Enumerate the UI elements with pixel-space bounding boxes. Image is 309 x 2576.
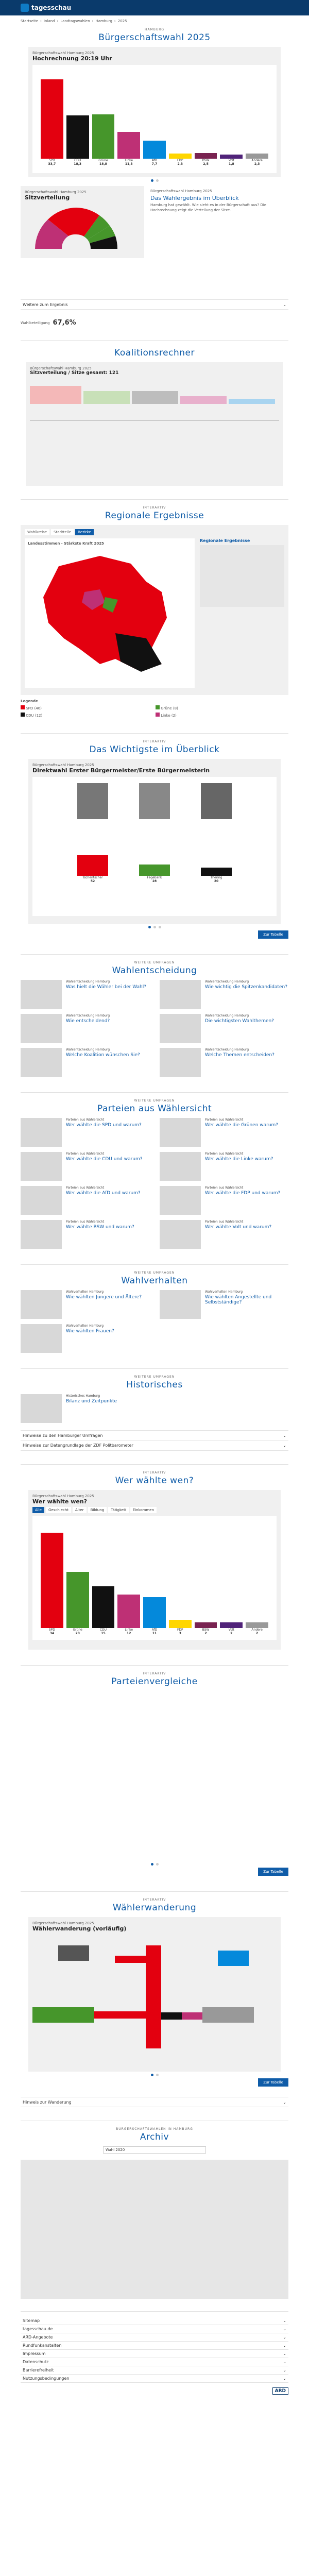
chart-bar xyxy=(220,1622,243,1628)
chart-bar xyxy=(246,154,268,159)
teaser-image[interactable] xyxy=(21,1152,62,1181)
footer-link-label: tagesschau.de xyxy=(23,2327,53,2331)
footer-link[interactable] xyxy=(21,2325,288,2333)
coalition-bars[interactable] xyxy=(30,381,277,412)
bar-value: 2,5 xyxy=(203,162,209,166)
candidate-photo xyxy=(77,783,108,819)
turnout: Wahlbeteiligung 67,6% xyxy=(21,319,76,327)
footer-link-label: ARD-Angebote xyxy=(23,2335,53,2340)
teaser-title[interactable]: Welche Koalition wünschen Sie? xyxy=(66,1053,140,1058)
teaser-image[interactable] xyxy=(160,1152,201,1181)
overview-card: Bürgerschaftswahl Hamburg 2025 Direktwahl Erster Bürgermeister/Erste Bürgermeisterin Tschentscher 52 Fegebank 28 Thering 20 xyxy=(28,759,281,924)
teaser-title[interactable]: Bilanz und Zeitpunkte xyxy=(66,1399,117,1404)
bar-column xyxy=(92,1586,115,1635)
teaser-title[interactable]: Wie wählten Frauen? xyxy=(66,1329,114,1334)
teaser-image[interactable] xyxy=(160,1186,201,1215)
teaser-kicker: Parteien aus Wählersicht xyxy=(205,1152,244,1156)
teaser-item[interactable] xyxy=(160,1186,288,1215)
carousel-dots[interactable] xyxy=(21,179,288,182)
bar-label: FDP xyxy=(177,1628,183,1632)
bar-value: 3 xyxy=(179,1632,181,1635)
teaser-image[interactable] xyxy=(21,1290,62,1319)
teaser-item[interactable] xyxy=(160,1048,288,1077)
teaser-title[interactable]: Welche Themen entscheiden? xyxy=(205,1053,274,1058)
teaser-title[interactable]: Wie wählten Angestellte und Selbstständige? xyxy=(205,1295,272,1305)
bar-column xyxy=(246,1622,268,1635)
teaser-item[interactable] xyxy=(21,1118,149,1147)
site-logo[interactable]: tagesschau xyxy=(21,4,71,12)
teaser-kicker: Wahlentscheidung Hamburg xyxy=(66,1014,110,1018)
teaser-item[interactable] xyxy=(160,1152,288,1181)
teaser-title[interactable]: Wie wählten Jüngere und Ältere? xyxy=(66,1295,142,1300)
archive-content xyxy=(21,2160,288,2299)
teaser-image[interactable] xyxy=(160,980,201,1009)
archive-section: BÜRGERSCHAFTSWAHLEN IN HAMBURG Archiv Wahl 2020 xyxy=(21,2121,288,2299)
teaser-kicker: Wahlentscheidung Hamburg xyxy=(66,1048,110,1052)
chart-bar xyxy=(92,114,115,159)
teaser-image[interactable] xyxy=(21,1324,62,1353)
bar-value: 2 xyxy=(204,1632,207,1635)
footer-link-label: Datenschutz xyxy=(23,2360,49,2364)
whovoted-section: INTERAKTIV Wer wählte wen? Bürgerschaftswahl Hamburg 2025 Wer wählte wen? Alle Geschlecht Alter Bildung Tätigkeit Einkommen SPD 34 Grüne 20 CDU 15 Linke 12 AfD 11 FDP 3 BSW 2 Volt 2 Andere 2 xyxy=(21,1464,288,1650)
breadcrumb-item[interactable]: Landtagswahlen xyxy=(60,19,90,23)
teaser-item[interactable] xyxy=(21,1152,149,1181)
bar-column xyxy=(195,153,217,166)
teaser-image[interactable] xyxy=(21,980,62,1009)
teaser-image[interactable] xyxy=(21,1048,62,1077)
teaser-kicker: Wahlentscheidung Hamburg xyxy=(205,1048,249,1052)
bar-value: 33,7 xyxy=(48,162,56,166)
teaser-title[interactable]: Was hielt die Wähler bei der Wahl? xyxy=(66,985,147,990)
teaser-title[interactable]: Wer wählte die CDU und warum? xyxy=(66,1157,143,1162)
chevron-down-icon: ⌄ xyxy=(283,1443,286,1448)
bar-value: 12 xyxy=(127,1632,131,1635)
footer-link[interactable] xyxy=(21,2342,288,2350)
breadcrumb-item[interactable]: Startseite xyxy=(21,19,39,23)
tab-2[interactable]: Alter xyxy=(73,1507,87,1513)
bar-column xyxy=(66,1572,89,1635)
coalition-section: Koalitionsrechner Bürgerschaftswahl Hamburg 2025 Sitzverteilung / Sitze gesamt: 121 xyxy=(21,340,288,486)
overview-section: INTERAKTIV Das Wichtigste im Überblick Bürgerschaftswahl Hamburg 2025 Direktwahl Erster Bürgermeister/Erste Bürgermeisterin Tschentscher 52 Fegebank 28 Thering 20 Zur Tabelle xyxy=(21,733,288,939)
migration-chart[interactable] xyxy=(32,1935,274,2059)
archive-select[interactable]: Wahl 2020 xyxy=(103,2146,206,2154)
to-table-button[interactable]: Zur Tabelle xyxy=(258,930,288,939)
teaser-title[interactable]: Wer wählte die Grünen warum? xyxy=(205,1123,279,1128)
bar-value: 2,3 xyxy=(254,162,260,166)
tab-stadtteile[interactable]: Stadtteile xyxy=(51,529,74,535)
bar-label: BSW xyxy=(202,1628,210,1632)
teaser-image[interactable] xyxy=(160,1290,201,1319)
breadcrumb-item[interactable]: Hamburg xyxy=(95,19,112,23)
chart-bar xyxy=(143,1597,166,1628)
bar-label: CDU xyxy=(74,159,81,162)
footer-link[interactable] xyxy=(21,2350,288,2358)
footer-link[interactable] xyxy=(21,2366,288,2375)
chart-bar xyxy=(66,115,89,159)
bar-value: 7,7 xyxy=(151,162,158,166)
tab-5[interactable]: Einkommen xyxy=(130,1507,157,1513)
bar-value: 2 xyxy=(230,1632,233,1635)
bar-label: Grüne xyxy=(98,159,108,162)
teaser-image[interactable] xyxy=(21,1118,62,1147)
tab-3[interactable]: Bildung xyxy=(88,1507,107,1513)
bar-column xyxy=(220,1622,243,1635)
teaser-image[interactable] xyxy=(21,1220,62,1249)
teaser-image[interactable] xyxy=(21,1014,62,1043)
footer-link-label: Rundfunkanstalten xyxy=(23,2343,62,2348)
teaser-kicker: Parteien aus Wählersicht xyxy=(66,1118,105,1122)
breadcrumb: Startseite › Inland › Landtagswahlen › Hamburg › 2025 xyxy=(21,19,127,23)
candidate-photo xyxy=(201,783,232,819)
footer-link[interactable] xyxy=(21,2317,288,2325)
bar-value: 15 xyxy=(101,1632,106,1635)
bar-value: 18,3 xyxy=(74,162,82,166)
teaser-item[interactable] xyxy=(160,1014,288,1043)
teaser-item[interactable] xyxy=(160,1220,288,1249)
chevron-down-icon: ⌄ xyxy=(283,2360,286,2364)
bar-value: 11,3 xyxy=(125,162,133,166)
chart-bar xyxy=(169,1620,192,1628)
footer-link-label: Barrierefreiheit xyxy=(23,2368,54,2372)
ard-logo: ARD xyxy=(272,2387,288,2395)
footer-link-label: Nutzungsbedingungen xyxy=(23,2376,70,2381)
bar-label: CDU xyxy=(99,1628,107,1632)
bar-label: SPD xyxy=(48,1628,55,1632)
bar-value: 34 xyxy=(49,1632,55,1635)
teaser-title[interactable]: Die wichtigsten Wahlthemen? xyxy=(205,1019,274,1024)
footer-link[interactable] xyxy=(21,2375,288,2383)
results-heading: Bürgerschaftswahl 2025 xyxy=(98,32,211,43)
footer-link[interactable] xyxy=(21,2358,288,2366)
regional-card: Wahlkreise Stadtteile Bezirke Landesstimmen - Stärkste Kraft 2025 Regionale Ergebnisse xyxy=(21,525,288,695)
migration-section: INTERAKTIV Wählerwanderung Bürgerschaftswahl Hamburg 2025 Wählerwanderung (vorläufig) Zur Tabelle Hinweis zur Wanderung ⌄ xyxy=(21,1891,288,2107)
bar-value: 11 xyxy=(152,1632,157,1635)
bar-label: Volt xyxy=(228,159,235,162)
bar-value: 1,8 xyxy=(229,162,234,166)
bar-value: 2 xyxy=(256,1632,259,1635)
bar-value: 2,3 xyxy=(177,162,183,166)
to-table-button[interactable]: Zur Tabelle xyxy=(258,2078,288,2087)
teaser-item[interactable] xyxy=(160,1290,288,1319)
bar-column xyxy=(92,114,115,166)
site-header xyxy=(0,0,309,15)
teaser-kicker: Parteien aus Wählersicht xyxy=(205,1220,244,1224)
teaser-title[interactable]: Wer wählte die AfD und warum? xyxy=(66,1191,141,1196)
behavior-section: WEITERE UMFRAGEN Wahlverhalten Wahlverhalten Hamburg Wie wählten Jüngere und Ältere? Wahlverhalten Hamburg Wie wählten Angestellte und Selbstständige? Wahlverhalten Hamburg Wie wählten Frauen? xyxy=(21,1264,288,1353)
teaser-item[interactable] xyxy=(21,1290,149,1319)
teaser-item[interactable] xyxy=(21,980,149,1009)
bar-label: Grüne xyxy=(73,1628,82,1632)
chart-bar xyxy=(246,1622,268,1628)
chevron-down-icon: ⌄ xyxy=(283,2099,286,2105)
bar-column xyxy=(143,141,166,166)
chart-bar xyxy=(195,153,217,159)
teaser-title[interactable]: Wer wählte die Linke warum? xyxy=(205,1157,273,1162)
teaser-kicker: Parteien aus Wählersicht xyxy=(66,1152,105,1156)
teaser-image[interactable] xyxy=(160,1048,201,1077)
teaser-image[interactable] xyxy=(21,1186,62,1215)
chevron-down-icon: ⌄ xyxy=(283,2351,286,2356)
teaser-image[interactable] xyxy=(21,1394,62,1423)
teaser-kicker: Wahlverhalten Hamburg xyxy=(66,1324,104,1328)
map-legend: Legende SPD (46) Grüne (8) CDU (12) Linke (2) xyxy=(21,699,178,718)
bar-label: Andere xyxy=(251,1628,263,1632)
bar-label: Linke xyxy=(125,159,133,162)
chart-bar xyxy=(117,132,140,159)
history-section: WEITERE UMFRAGEN Historisches Historisches Hamburg Bilanz und Zeitpunkte Hinweise zu den Hamburger Umfragen ⌄ Hinweise zur Datengrundlage der ZDF Politbarometer ⌄ xyxy=(21,1368,288,1451)
seat-card: Bürgerschaftswahl Hamburg 2025 Sitzverteilung xyxy=(21,186,144,258)
bar-column xyxy=(41,79,63,166)
chart-bar xyxy=(41,79,63,159)
bar-column xyxy=(195,1622,217,1635)
bar-column xyxy=(169,1620,192,1635)
migration-card: Bürgerschaftswahl Hamburg 2025 Wählerwanderung (vorläufig) xyxy=(28,1917,281,2072)
bar-column xyxy=(117,1595,140,1635)
regional-tabs xyxy=(25,529,284,535)
teaser-kicker: Wahlentscheidung Hamburg xyxy=(205,1014,249,1018)
decision-section: WEITERE UMFRAGEN Wahlentscheidung Wahlentscheidung Hamburg Was hielt die Wähler bei der Wahl? Wahlentscheidung Hamburg Wie wichtig die Spitzenkandidaten? Wahlentscheidung Hamburg Wie entscheidend? Wahlentscheidung Hamburg Die wichtigsten Wahlthemen? Wahlentscheidung Hamburg Welche Koalition wünschen Sie? Wahlentscheidung Hamburg Welche Themen entscheiden? xyxy=(21,954,288,1077)
tab-0[interactable]: Alle xyxy=(32,1507,44,1513)
regional-section: INTERAKTIV Regionale Ergebnisse Wahlkreise Stadtteile Bezirke Landesstimmen - Stärkste Kraft 2025 Regionale Ergebnisse Legende SPD (46) Grüne (8) CDU (12) Linke (2) xyxy=(21,499,288,718)
tab-1[interactable]: Geschlecht xyxy=(46,1507,71,1513)
chart-bar xyxy=(92,1586,115,1628)
breadcrumb-item[interactable]: Inland xyxy=(43,19,55,23)
bar-label: BSW xyxy=(202,159,210,162)
chevron-down-icon: ⌄ xyxy=(283,2343,286,2348)
teaser-image[interactable] xyxy=(160,1118,201,1147)
tab-4[interactable]: Tätigkeit xyxy=(108,1507,129,1513)
teaser-item[interactable] xyxy=(21,1048,149,1077)
bar-label: Andere xyxy=(251,159,263,162)
teaser-title[interactable]: Wie wichtig die Spitzenkandidaten? xyxy=(205,985,288,990)
chevron-down-icon: ⌄ xyxy=(283,302,286,307)
chevron-down-icon: ⌄ xyxy=(283,2376,286,2381)
bar-column xyxy=(220,155,243,166)
chevron-down-icon: ⌄ xyxy=(283,2327,286,2331)
compare-section: INTERAKTIV Parteienvergleiche Zur Tabelle xyxy=(21,1665,288,1876)
teaser-kicker: Wahlentscheidung Hamburg xyxy=(66,980,110,984)
bar-value: 18,8 xyxy=(99,162,107,166)
teaser-kicker: Wahlverhalten Hamburg xyxy=(66,1290,104,1294)
bar-column xyxy=(143,1597,166,1635)
teaser-kicker: Parteien aus Wählersicht xyxy=(205,1118,244,1122)
results-card: Bürgerschaftswahl Hamburg 2025 Hochrechnung 20:19 Uhr SPD 33,7 CDU 18,3 Grüne 18,8 Linke 11,3 AfD 7,7 FDP 2,3 BSW 2,5 Volt 1,8 Andere 2,3 xyxy=(28,47,281,177)
tab-bezirke[interactable]: Bezirke xyxy=(75,529,94,535)
chart-bar xyxy=(143,141,166,159)
bar-label: Volt xyxy=(228,1628,235,1632)
teaser-kicker: Parteien aus Wählersicht xyxy=(66,1186,105,1190)
compare-chart-area xyxy=(21,1691,288,1861)
seat-chart xyxy=(25,205,128,251)
teaser-image[interactable] xyxy=(160,1014,201,1043)
bar-column xyxy=(66,115,89,166)
bar-column xyxy=(117,132,140,166)
to-table-button[interactable]: Zur Tabelle xyxy=(258,1868,288,1876)
teaser-kicker: Wahlentscheidung Hamburg xyxy=(205,980,249,984)
parties-view-section: WEITERE UMFRAGEN Parteien aus Wählersicht Parteien aus Wählersicht Wer wählte die SPD und warum? Parteien aus Wählersicht Wer wählte die Grünen warum? Parteien aus Wählersicht Wer wählte die CDU und warum? Parteien aus Wählersicht Wer wählte die Linke warum? Parteien aus Wählersicht Wer wählte die AfD und warum? Parteien aus Wählersicht Wer wählte die FDP und warum? Parteien aus Wählersicht Wer wählte BSW und warum? Parteien aus Wählersicht Wer wählte Volt und warum? xyxy=(21,1092,288,1249)
teaser-title[interactable]: Wie entscheidend? xyxy=(66,1019,110,1024)
results-more-row[interactable]: Weitere zum Ergebnis ⌄ xyxy=(21,299,288,310)
teaser-item[interactable] xyxy=(21,1324,149,1353)
explain-teaser[interactable]: Bürgerschaftswahl Hamburg 2025 Das Wahlergebnis im Überblick Hamburg hat gewählt. Wie sieht es in der Bürgerschaft aus? Die Hochrechnung zeigt die Verteilung der Sitze. xyxy=(150,189,267,212)
results-card-title: Hochrechnung 20:19 Uhr xyxy=(32,55,112,62)
chevron-down-icon: ⌄ xyxy=(283,2335,286,2340)
chart-bar xyxy=(41,1533,63,1628)
whovoted-card: Bürgerschaftswahl Hamburg 2025 Wer wählte wen? Alle Geschlecht Alter Bildung Tätigkeit Einkommen SPD 34 Grüne 20 CDU 15 Linke 12 AfD 11 FDP 3 BSW 2 Volt 2 Andere 2 xyxy=(28,1490,281,1650)
chart-bar xyxy=(117,1595,140,1628)
teaser-title[interactable]: Wer wählte die FDP und warum? xyxy=(205,1191,281,1196)
teaser-title[interactable]: Wer wählte BSW und warum? xyxy=(66,1225,134,1230)
chart-bar xyxy=(195,1622,217,1628)
candidate-photo xyxy=(139,783,170,819)
bar-label: SPD xyxy=(48,159,55,162)
footer xyxy=(21,2311,288,2394)
teaser-kicker: Historisches Hamburg xyxy=(66,1394,100,1398)
footer-link-label: Sitemap xyxy=(23,2318,40,2323)
teaser-kicker: Parteien aus Wählersicht xyxy=(66,1220,105,1224)
results-bar-chart xyxy=(36,68,273,166)
footer-link-label: Impressum xyxy=(23,2351,46,2356)
teaser-image[interactable] xyxy=(160,1220,201,1249)
teaser-item[interactable] xyxy=(21,1014,149,1043)
teaser-kicker: Parteien aus Wählersicht xyxy=(205,1186,244,1190)
chevron-down-icon: ⌄ xyxy=(283,2318,286,2323)
teaser-item[interactable] xyxy=(160,980,288,1009)
chart-bar xyxy=(169,154,192,159)
bar-label: Linke xyxy=(125,1628,133,1632)
teaser-kicker: Wahlverhalten Hamburg xyxy=(205,1290,243,1294)
tab-wahlkreise[interactable]: Wahlkreise xyxy=(25,529,49,535)
bar-label: AfD xyxy=(151,159,158,162)
footer-link[interactable] xyxy=(21,2333,288,2342)
teaser-item[interactable] xyxy=(21,1394,149,1423)
chart-bar xyxy=(66,1572,89,1628)
bar-label: FDP xyxy=(177,159,183,162)
teaser-title[interactable]: Wer wählte die SPD und warum? xyxy=(66,1123,142,1128)
teaser-item[interactable] xyxy=(160,1118,288,1147)
breadcrumb-item[interactable]: 2025 xyxy=(117,19,127,23)
chart-bar xyxy=(220,155,243,159)
regional-map[interactable] xyxy=(28,546,182,680)
chevron-down-icon: ⌄ xyxy=(283,1433,286,1438)
teaser-title[interactable]: Wer wählte Volt und warum? xyxy=(205,1225,272,1230)
logo-icon xyxy=(21,4,29,12)
bar-label: AfD xyxy=(151,1628,158,1632)
chevron-down-icon: ⌄ xyxy=(283,2368,286,2372)
teaser-item[interactable] xyxy=(21,1220,149,1249)
bar-column xyxy=(41,1533,63,1635)
bar-column xyxy=(246,154,268,166)
bar-value: 20 xyxy=(75,1632,80,1635)
results-section: HAMBURG Bürgerschaftswahl 2025 Bürgerschaftswahl Hamburg 2025 Hochrechnung 20:19 Uhr SPD 33,7 CDU 18,3 Grüne 18,8 Linke 11,3 AfD 7,7 FDP 2,3 BSW 2,5 Volt 1,8 Andere 2,3 Bürgerschaftswahl Hamburg 2025 Sitzverteilung Bürgerschaftswahl Hamburg 2025 Das Wahlergebnis im Überblick Hamburg hat gewählt. Wie sieht es in der Bürgerschaft aus? Die Hochrechnung zeigt die Verteilung der Sitze. Weitere zum Ergebnis ⌄ Wahlbeteiligung 67,6% xyxy=(21,27,288,327)
whovoted-bar-chart xyxy=(36,1519,273,1635)
teaser-item[interactable] xyxy=(21,1186,149,1215)
bar-column xyxy=(169,154,192,166)
coalition-card: Bürgerschaftswahl Hamburg 2025 Sitzverteilung / Sitze gesamt: 121 xyxy=(26,362,283,486)
